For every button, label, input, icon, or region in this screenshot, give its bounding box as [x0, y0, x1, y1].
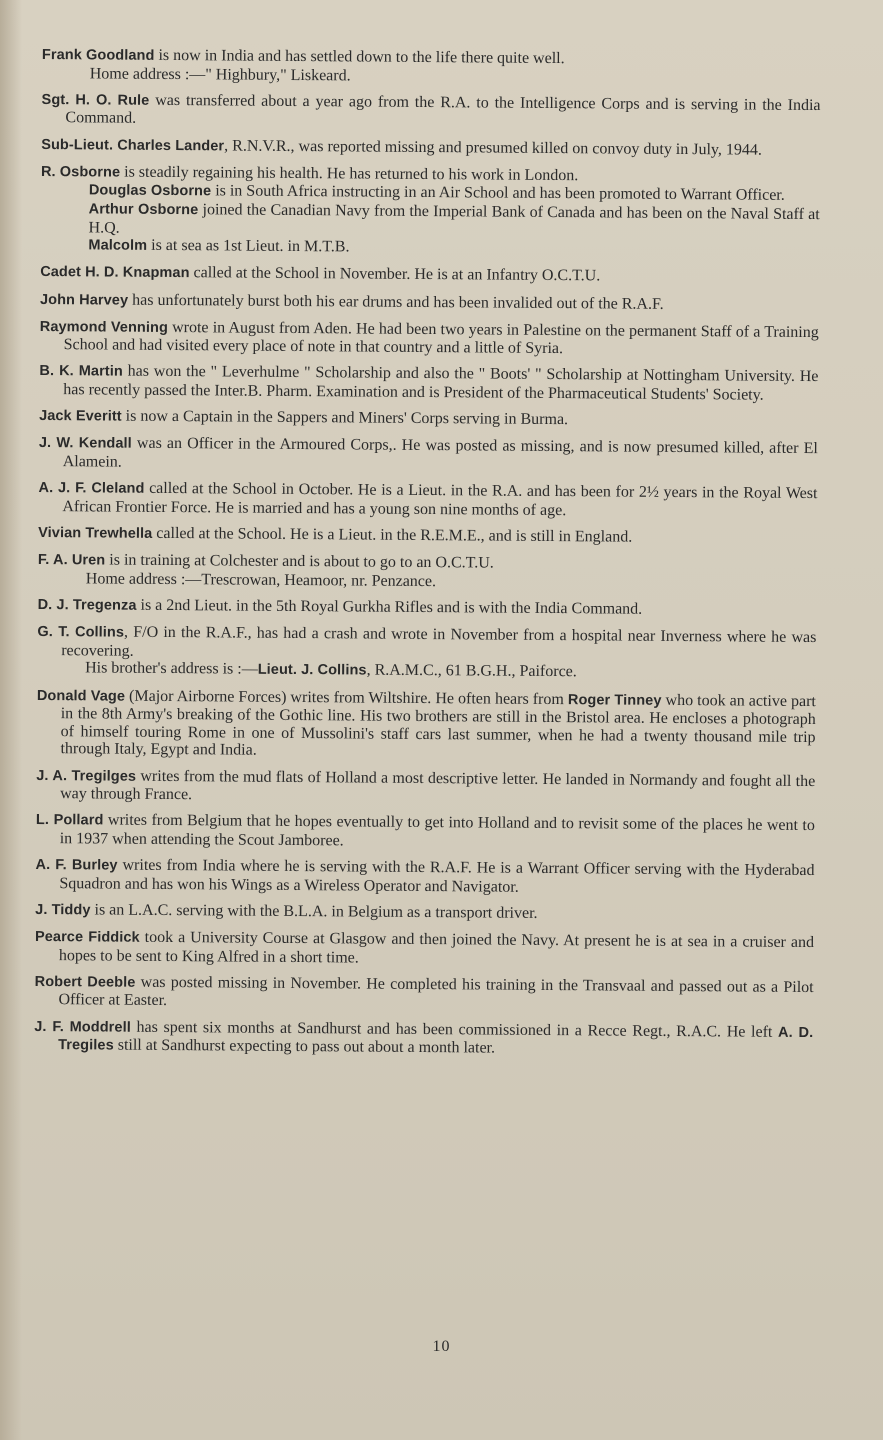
- person-name: J. A. Tregilges: [36, 767, 137, 785]
- news-entry: [35, 928, 814, 970]
- news-entry: [42, 46, 821, 88]
- entry-continuation: [62, 570, 817, 594]
- entry-text: is in South Africa instructing in an Air School and has been promoted to Warrant Officer.: [211, 182, 785, 205]
- person-name: Arthur Osborne: [88, 201, 199, 219]
- person-name: A. J. F. Cleland: [38, 480, 145, 498]
- person-name: F. A. Uren: [37, 552, 106, 569]
- person-name: J. F. Moddrell: [34, 1018, 131, 1036]
- news-entry: [39, 434, 818, 476]
- entry-text: has spent six months at Sandhurst and has been commissioned in a Recce Regt., R.A.C. He left: [130, 1018, 779, 1041]
- news-entry: [39, 407, 818, 432]
- entry-text: is now in India and has settled down to the life there quite well.: [154, 46, 565, 68]
- news-entry: [34, 973, 813, 1015]
- news-entry: [40, 290, 819, 315]
- page-number: 10: [432, 1338, 451, 1355]
- entry-text: His brother's address is :—: [85, 659, 258, 679]
- entry-continuation: [61, 660, 816, 685]
- entry-text: is now a Captain in the Sappers and Miners' Corps serving in Burma.: [121, 407, 569, 429]
- news-entry: [41, 91, 820, 133]
- person-name: Raymond Venning: [39, 318, 169, 336]
- entry-text: , F/O in the R.A.F., has had a crash and wrote in November from a hospital near Inverness where he was recovering.: [61, 623, 817, 660]
- person-name: J. W. Kendall: [38, 435, 132, 453]
- entry-text: was an Officer in the Armoured Corps,. He was posted as missing, and is now presumed killed, after El Alamein.: [62, 435, 818, 471]
- entry-text: wrote in August from Aden. He had been two years in Palestine on the permanent Staff of a Training School and had visited every place of note in that country and a little of Syria.: [63, 318, 819, 358]
- person-name: Douglas Osborne: [88, 182, 212, 200]
- entry-text: is at sea as 1st Lieut. in M.T.B.: [147, 236, 350, 256]
- entry-text: (Major Airborne Forces) writes from Wiltshire. He often hears from: [124, 687, 568, 708]
- entry-text: , R.A.M.C., 61 B.G.H., Paiforce.: [366, 661, 577, 681]
- person-name: L. Pollard: [35, 812, 104, 829]
- news-entry: [36, 766, 815, 808]
- person-name: Jack Everitt: [39, 408, 122, 425]
- person-name: Frank Goodland: [41, 46, 155, 64]
- news-entry: [35, 901, 814, 926]
- entry-text: still at Sandhurst expecting to pass out about a month later.: [113, 1036, 496, 1057]
- person-name: A. D. Tregiles: [58, 1024, 814, 1054]
- news-entry: [38, 479, 817, 521]
- news-entry: [41, 136, 820, 161]
- person-name: D. J. Tregenza: [37, 596, 137, 614]
- entry-text: has won the " Leverhulme " Scholarship and also the " Boots' " Scholarship at Nottingham University. He has recently passed the Inter.B. Pharm. Examination and is President of the Pharmaceutical Students' Society.: [63, 363, 819, 404]
- person-name: Sub-Lieut. Charles Lander: [41, 136, 225, 154]
- entry-text: called at the School in October. He is a Lieut. in the R.A. and has been for 2½ years in the Royal West African Frontier Force. He is married and has a young son nine months of age.: [62, 480, 818, 519]
- entry-text: joined the Canadian Navy from the Imperial Bank of Canada and has been on the Naval Staff at H.Q.: [88, 201, 820, 237]
- news-entry: [38, 596, 817, 621]
- person-name: Donald Vage: [36, 687, 126, 705]
- news-entry: [40, 263, 819, 288]
- entry-text: was transferred about a year ago from the R.A. to the Intelligence Corps and is serving in the India Command.: [65, 91, 821, 128]
- entry-text: Home address :—Trescrowan, Heamoor, nr. Penzance.: [85, 570, 437, 590]
- news-entry: [36, 687, 816, 764]
- entry-text: is in training at Colchester and is about to go to an O.C.T.U.: [105, 551, 494, 572]
- news-entries: [34, 46, 821, 1069]
- entry-text: who took an active part in the 8th Army's breaking of the Gothic line. His two brothers are still in the Bristol area. He encloses a photograph of himself touring Rome in one of Mussolini's staff cars last summer, when he had a twenty thousand mile trip through Italy, Egypt and India.: [60, 691, 816, 760]
- person-name: Vivian Trewhella: [38, 524, 153, 542]
- news-entry: [34, 1018, 813, 1061]
- person-name: R. Osborne: [40, 163, 121, 181]
- person-name: Pearce Fiddick: [34, 929, 140, 946]
- person-name: Cadet H. D. Knapman: [40, 264, 190, 282]
- entry-text: writes from Belgium that he hopes eventually to get into Holland and to revisit some of the places he went to in 1937 when attending the Scout Jamboree.: [59, 811, 815, 850]
- entry-continuation: [65, 200, 820, 242]
- entry-continuation: [66, 65, 821, 89]
- news-entry: [40, 318, 819, 360]
- person-name: Lieut. J. Collins: [257, 662, 367, 679]
- news-entry: [36, 811, 815, 853]
- entry-text: is an L.A.C. serving with the B.L.A. in Belgium as a transport driver.: [90, 901, 538, 922]
- news-entry: [39, 362, 818, 404]
- entry-text: Home address :—" Highbury," Liskeard.: [89, 64, 351, 85]
- person-name: Robert Deeble: [34, 973, 136, 991]
- news-entry: [40, 163, 820, 261]
- person-name: A. F. Burley: [35, 857, 118, 874]
- person-name: John Harvey: [39, 291, 129, 309]
- entry-text: has unfortunately burst both his ear drums and has been invalided out of the R.A.F.: [128, 291, 664, 313]
- person-name: Roger Tinney: [567, 691, 662, 709]
- person-name: Sgt. H. O. Rule: [41, 91, 150, 109]
- entry-text: called at the School. He is a Lieut. in the R.E.M.E., and is still in England.: [152, 524, 633, 546]
- news-entry: [35, 856, 814, 898]
- news-entry: [38, 524, 817, 549]
- entry-text: , R.N.V.R., was reported missing and presumed killed on convoy duty in July, 1944.: [224, 136, 762, 159]
- entry-text: writes from India where he is serving with the R.A.F. He is a Warrant Officer serving with the Hyderabad Squadron and has won his Wings as a Wireless Operator and Navigator.: [59, 856, 815, 896]
- person-name: J. Tiddy: [35, 901, 91, 919]
- entry-text: was posted missing in November. He completed his training in the Transvaal and passed out as a Pilot Officer at Easter.: [58, 973, 814, 1010]
- entry-text: called at the School in November. He is at an Infantry O.C.T.U.: [189, 264, 601, 285]
- person-name: Malcolm: [88, 237, 148, 254]
- entry-text: writes from the mud flats of Holland a most descriptive letter. He landed in Normandy and fought all the way through France.: [60, 767, 816, 804]
- entry-text: is a 2nd Lieut. in the 5th Royal Gurkha Rifles and is with the India Command.: [136, 596, 643, 618]
- entry-text: is steadily regaining his health. He has returned to his work in London.: [120, 163, 579, 184]
- person-name: G. T. Collins: [37, 624, 125, 641]
- person-name: B. K. Martin: [39, 363, 123, 381]
- news-entry: [37, 623, 816, 684]
- entry-text: took a University Course at Glasgow and then joined the Navy. At present he is at sea in a cruiser and hopes to be sent to King Alfred in a short time.: [58, 928, 815, 967]
- news-entry: [38, 551, 817, 593]
